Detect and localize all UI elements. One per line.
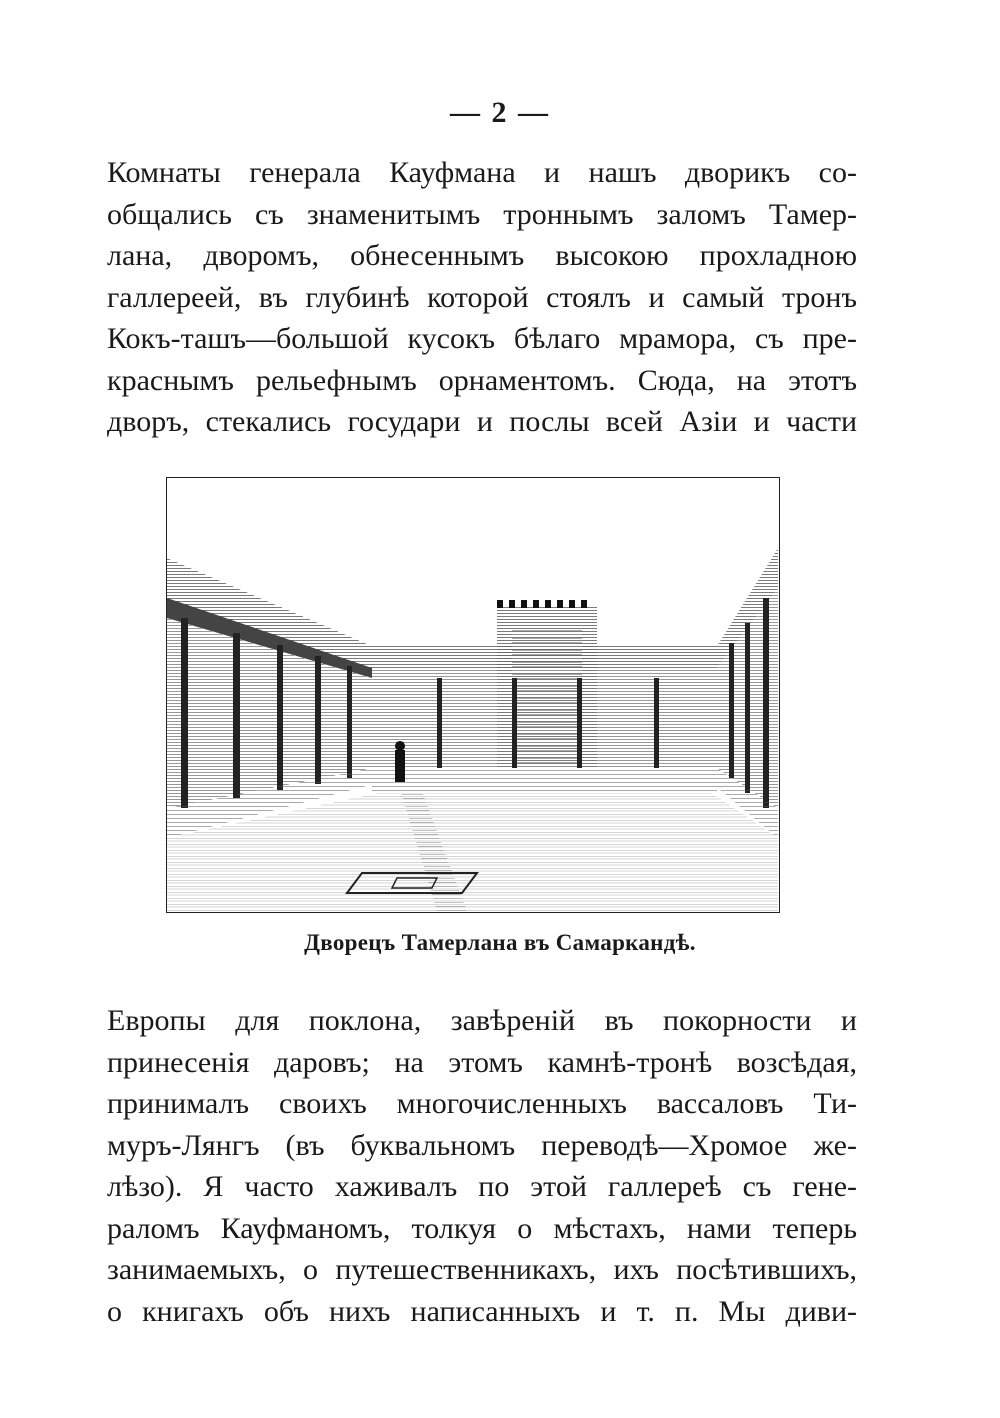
text-line: о книгахъ объ нихъ написанныхъ и т. п. Мы диви- <box>107 1294 857 1328</box>
text-line: общались съ знаменитымъ троннымъ заломъ Тамер- <box>107 197 857 231</box>
text-line: лана, дворомъ, обнесеннымъ высокою прохладною <box>107 239 857 272</box>
text-line: Кокъ-ташъ—большой кусокъ бѣлаго мрамора, съ пре- <box>107 322 857 355</box>
text-line: Комнаты генерала Кауфмана и нашъ дворикъ со- <box>107 156 857 189</box>
text-line: Европы для поклона, завѣреній въ покорности и <box>107 1004 857 1037</box>
text-line: галлереей, въ глубинѣ которой стоялъ и самый тронъ <box>107 280 857 314</box>
figure-caption: Дворецъ Тамерлана въ Самаркандѣ. <box>304 930 696 955</box>
text-line: краснымъ рельефнымъ орнаментомъ. Сюда, на этотъ <box>107 363 857 397</box>
paragraph-top <box>107 152 857 443</box>
text-line: дворъ, стекались государи и послы всей Азіи и части <box>107 405 857 438</box>
text-line: раломъ Кауфманомъ, толкуя о мѣстахъ, нами теперь <box>107 1211 857 1245</box>
text-line: принесенія даровъ; на этомъ камнѣ-тронѣ возсѣдая, <box>107 1045 857 1079</box>
text-line: принималъ своихъ многочисленныхъ вассаловъ Ти- <box>107 1087 857 1120</box>
page-number: — 2 — <box>450 96 550 129</box>
paragraph-bottom <box>107 1000 857 1332</box>
text-line: занимаемыхъ, о путешественникахъ, ихъ посѣтившихъ, <box>107 1253 857 1286</box>
text-line: лѣзо). Я часто хаживалъ по этой галлереѣ съ гене- <box>107 1170 857 1203</box>
palace-illustration <box>166 477 780 913</box>
engraving-illustration-icon <box>167 478 778 911</box>
text-line: муръ-Лянгъ (въ буквальномъ переводѣ—Хромое же- <box>107 1128 857 1162</box>
